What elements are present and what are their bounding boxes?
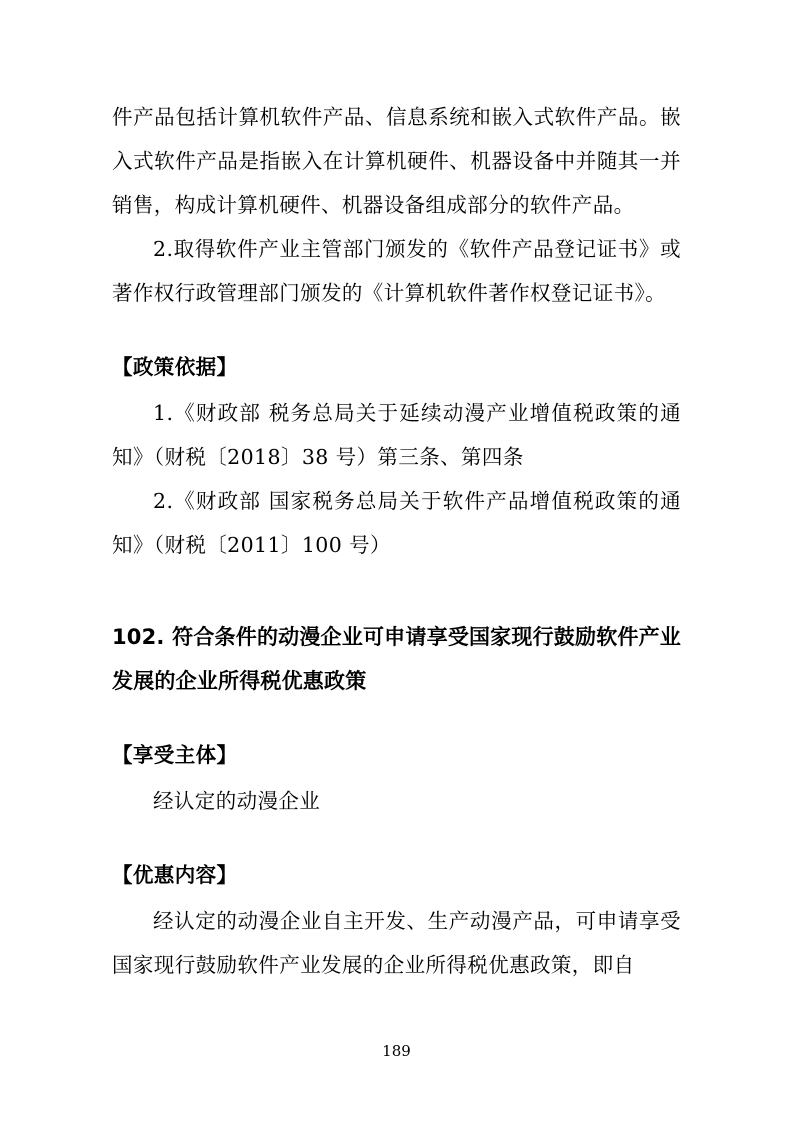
paragraph-registration-certificate: 2.取得软件产业主管部门颁发的《软件产品登记证书》或著作权行政管理部门颁发的《计算机软件著作权登记证书》。 [112,237,681,305]
paragraph-software-product-definition: 件产品包括计算机软件产品、信息系统和嵌入式软件产品。嵌入式软件产品是指嵌入在计算机硬件、机器设备中并随其一并销售，构成计算机硬件、机器设备组成部分的软件产品。 [112,105,681,217]
page-number: 189 [382,1042,411,1060]
policy-basis-item-2: 2.《财政部 国家税务总局关于软件产品增值税政策的通知》（财税〔2011〕100 号） [112,489,681,557]
content-heading: 【优惠内容】 [112,863,238,887]
spacer [112,315,681,327]
spacer [112,703,681,715]
subject-heading: 【享受主体】 [112,743,238,767]
spacer [112,823,681,835]
subject-text: 经认定的动漫企业 [153,789,321,813]
content-text: 经认定的动漫企业自主开发、生产动漫产品，可申请享受国家现行鼓励软件产业发展的企业所得税优惠政策，即自 [112,909,681,977]
article-title-102: 102. 符合条件的动漫企业可申请享受国家现行鼓励软件产业发展的企业所得税优惠政策 [112,625,681,693]
policy-basis-item-1: 1.《财政部 税务总局关于延续动漫产业增值税政策的通知》（财税〔2018〕38 号）第三条、第四条 [112,401,681,469]
spacer [112,567,681,615]
policy-basis-heading: 【政策依据】 [112,355,238,379]
